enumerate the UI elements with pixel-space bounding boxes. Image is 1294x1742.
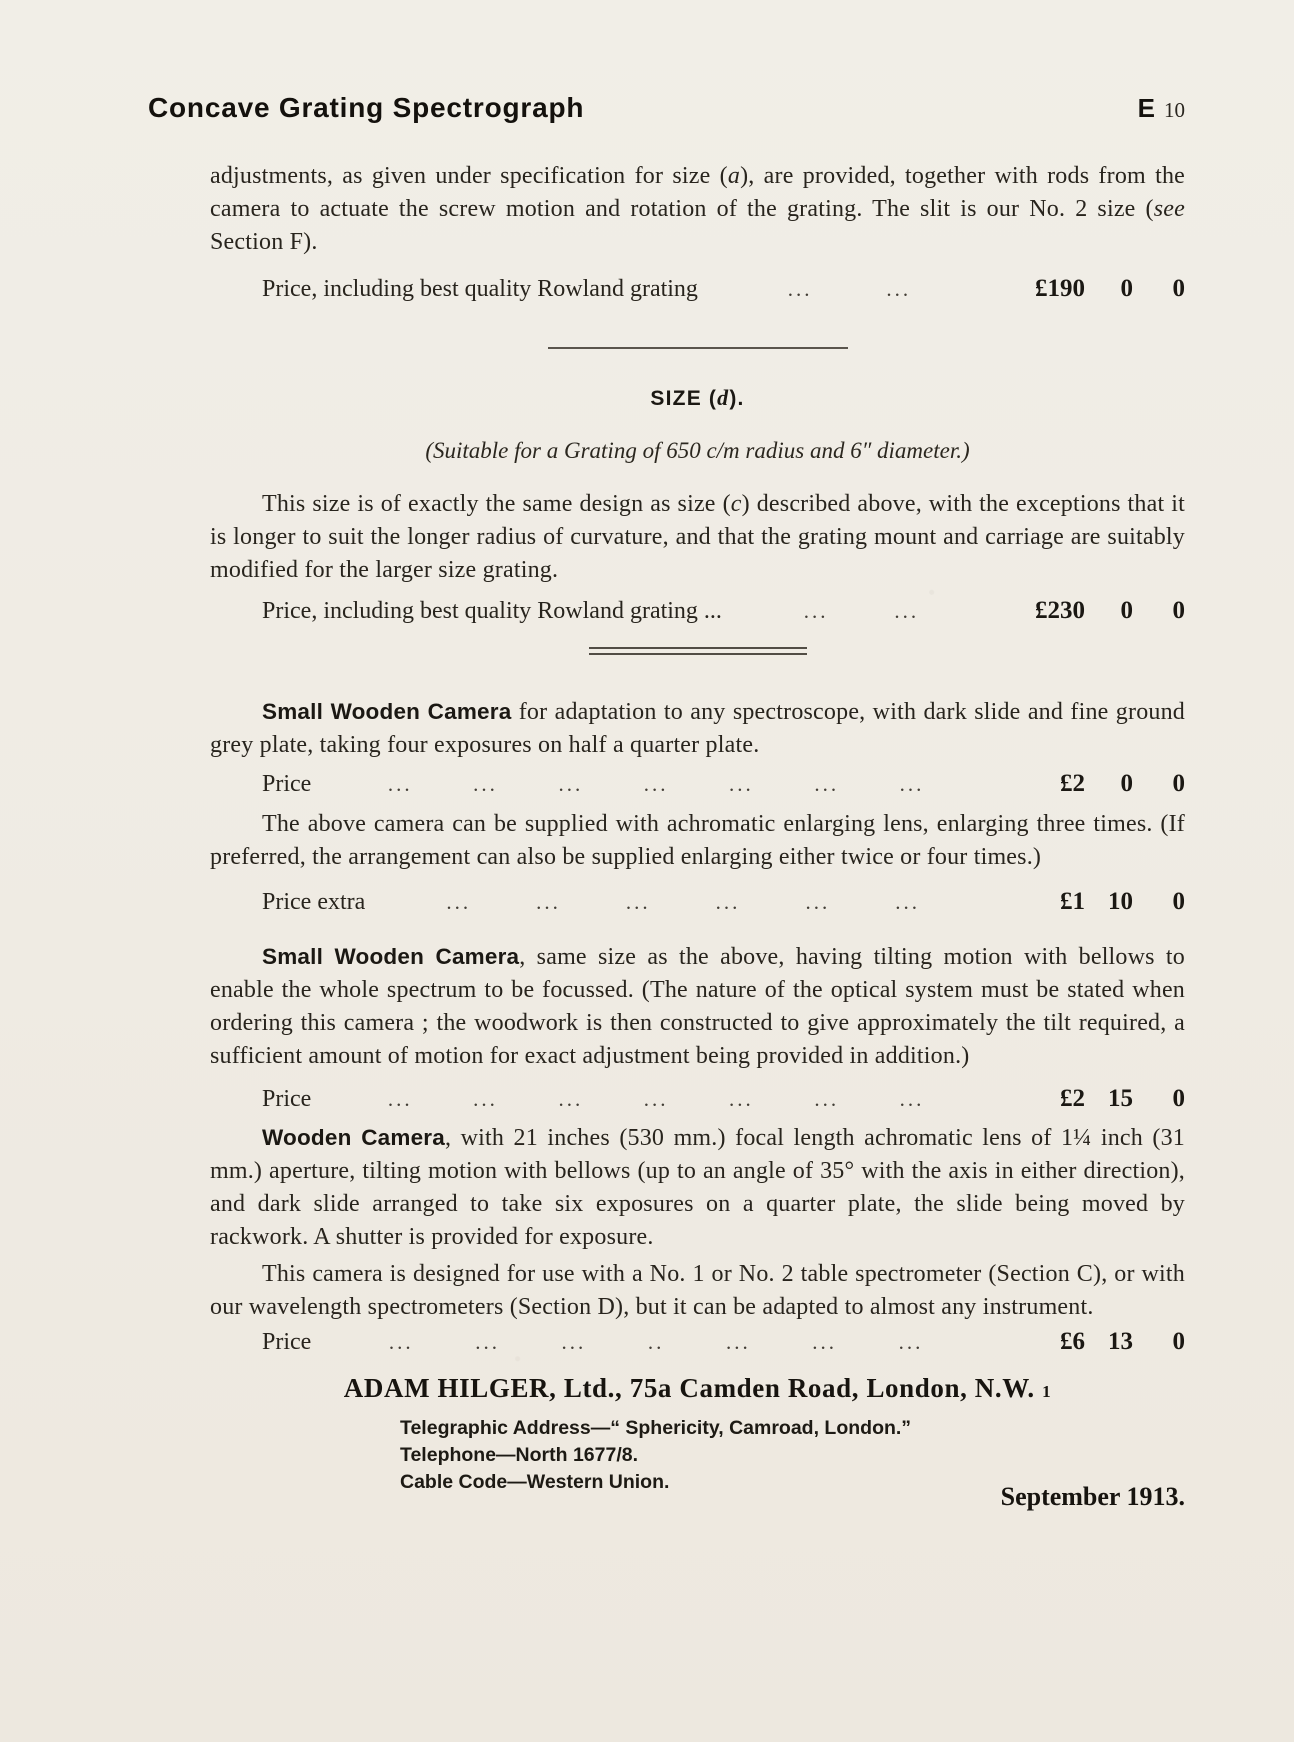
cable-code-line: Cable Code—Western Union.	[400, 1471, 670, 1493]
price-shillings: 0	[1120, 770, 1133, 797]
leader-dots: ...	[473, 1087, 498, 1111]
price-pence: 0	[1172, 1328, 1185, 1355]
price-label: Price	[262, 1329, 312, 1355]
date-line: September 1913.	[1000, 1482, 1185, 1511]
dot-leader	[311, 1087, 1001, 1112]
price-label: Price, including best quality Rowland grating	[262, 276, 698, 302]
price-amount	[1001, 770, 1185, 798]
price-pounds: £2	[1060, 770, 1085, 797]
single-rule-divider	[548, 347, 848, 349]
price-row-wooden-camera	[210, 1328, 1185, 1356]
size-d-heading	[210, 385, 1185, 411]
leader-dots: ...	[387, 772, 413, 796]
size-d-subtitle: (Suitable for a Grating of 650 c/m radius and 6″ diameter.)	[425, 438, 970, 463]
price-row-small-camera	[210, 770, 1185, 798]
intro-text: adjustments, as given under specification for size (	[210, 163, 728, 189]
section-letter: E	[1137, 93, 1155, 123]
company-address-line	[210, 1373, 1185, 1404]
price-pounds: £190	[1035, 275, 1085, 302]
small-camera-tilting-text: , same size as the above, having tilting motion with bellows to enable the whole spectrum to be focussed. (The nature of the optical system must be stated when ordering this camera ; the woodwork is then constructed to give approximately the tilt required, a sufficient amount of motion for exact adjustment being provided in addition.)	[210, 944, 1185, 1069]
intro-italic-see: see	[1153, 196, 1185, 222]
price-row-tilting-camera	[210, 1085, 1185, 1113]
wooden-camera-text: , with 21 inches (530 mm.) focal length achromatic lens of 1¼ inch (31 mm.) aperture, tilting motion with bellows (up to an angle of 35° with the axis in either direction), and dark slide arranged to take six exposures on a quarter plate, the slide being moved by rackwork. A shutter is provided for exposure.	[210, 1125, 1185, 1250]
leader-dots: ...	[725, 1330, 751, 1354]
price-pounds: £6	[1060, 1328, 1085, 1355]
price-pence: 0	[1172, 888, 1185, 915]
price-amount	[1001, 1328, 1185, 1356]
price-label: Price	[262, 771, 312, 797]
leader-dots: ...	[805, 890, 831, 914]
dot-leader	[365, 890, 1001, 915]
leader-dots: ...	[729, 772, 754, 796]
price-row-rowland-size-d	[210, 597, 1185, 625]
leader-dots: ...	[899, 772, 925, 796]
price-row-rowland-size-a	[210, 275, 1185, 303]
size-heading-suffix: ).	[729, 387, 745, 410]
leader-dots: ...	[886, 277, 912, 301]
leader-dots: ...	[388, 1330, 414, 1354]
company-name-address: ADAM HILGER, Ltd., 75a Camden Road, London, N.W.	[343, 1373, 1035, 1403]
price-pounds: £1	[1060, 888, 1085, 915]
postal-district: 1	[1042, 1382, 1052, 1401]
leader-dots: ...	[715, 890, 741, 914]
dot-leader	[311, 772, 1001, 797]
intro-paragraph	[210, 160, 1185, 259]
leader-dots: ...	[729, 1087, 754, 1111]
wooden-camera-use-paragraph: This camera is designed for use with a No. 1 or No. 2 table spectrometer (Section C), or with our wavelength spectrometers (Section D), but it can be adapted to almost any instrument.	[210, 1261, 1185, 1320]
leader-dots: ...	[899, 1087, 925, 1111]
size-heading-letter: d	[717, 385, 730, 410]
small-camera-paragraph	[210, 695, 1185, 762]
leader-dots: ...	[625, 890, 651, 914]
size-heading-text: SIZE (	[650, 387, 718, 410]
leader-dots: ...	[536, 890, 561, 914]
page-header	[148, 0, 1185, 124]
section-page-number	[1138, 93, 1185, 124]
size-d-italic-c: c	[730, 491, 742, 517]
double-rule-divider	[589, 647, 807, 655]
leader-dots: ...	[803, 599, 829, 623]
leader-dots: ...	[446, 890, 472, 914]
dot-leader	[311, 1330, 1001, 1355]
intro-text-3: Section F).	[210, 229, 318, 255]
price-pence: 0	[1172, 597, 1185, 624]
dot-leader	[722, 599, 1001, 624]
leader-dots: ...	[475, 1330, 500, 1354]
small-camera-tilting-paragraph	[210, 940, 1185, 1073]
price-amount	[1001, 888, 1185, 916]
intro-text-2: ), are provided, together with rods from the camera to actuate the screw motion and rotation of the grating. The slit is our No. 2 size (	[210, 163, 1185, 222]
price-label: Price extra	[262, 889, 366, 915]
leader-dots: ...	[561, 1330, 587, 1354]
leader-dots: ...	[812, 1330, 838, 1354]
leader-dots: ...	[643, 772, 669, 796]
text-column	[210, 160, 1185, 1512]
wooden-camera-lead: Wooden Camera	[262, 1125, 445, 1150]
price-shillings: 10	[1108, 888, 1133, 915]
price-shillings: 15	[1108, 1085, 1133, 1112]
leader-dots: ...	[787, 277, 813, 301]
telegraphic-address-line: Telegraphic Address—“ Sphericity, Camroad, London.”	[400, 1417, 912, 1439]
leader-dots: ...	[895, 890, 920, 914]
leader-dots: ...	[473, 772, 498, 796]
size-d-text: This size is of exactly the same design as size (	[262, 491, 731, 517]
leader-dots: ...	[898, 1330, 924, 1354]
price-shillings: 13	[1108, 1328, 1133, 1355]
size-d-text-2: ) described above, with the exceptions that it is longer to suit the longer radius of curvature, and that the grating mount and carriage are suitably modified for the larger size grating.	[210, 491, 1185, 583]
price-pounds: £2	[1060, 1085, 1085, 1112]
price-shillings: 0	[1120, 597, 1133, 624]
enlarging-lens-paragraph: The above camera can be supplied with achromatic enlarging lens, enlarging three times. (If preferred, the arrangement can also be supplied enlarging either twice or four times.)	[210, 811, 1185, 870]
price-pounds: £230	[1035, 597, 1085, 624]
dot-leader	[698, 277, 1001, 302]
small-camera-text: for adaptation to any spectroscope, with dark slide and fine ground grey plate, taking four exposures on half a quarter plate.	[210, 699, 1185, 758]
leader-dots: ...	[814, 772, 840, 796]
telephone-line: Telephone—North 1677/8.	[400, 1444, 639, 1466]
leader-dots: ...	[387, 1087, 413, 1111]
price-pence: 0	[1172, 770, 1185, 797]
page-title: Concave Grating Spectrograph	[148, 92, 585, 123]
price-row-enlarging-extra	[210, 888, 1185, 916]
price-pence: 0	[1172, 275, 1185, 302]
leader-dots: ...	[558, 1087, 584, 1111]
leader-dots: ...	[814, 1087, 840, 1111]
small-camera-tilting-lead: Small Wooden Camera	[262, 944, 520, 969]
small-camera-lead: Small Wooden Camera	[262, 699, 512, 724]
price-label: Price, including best quality Rowland grating ...	[262, 598, 722, 624]
price-label: Price	[262, 1086, 312, 1112]
price-shillings: 0	[1120, 275, 1133, 302]
leader-dots: ...	[894, 599, 920, 623]
price-amount	[1001, 597, 1185, 625]
wooden-camera-paragraph	[210, 1121, 1185, 1254]
size-d-paragraph	[210, 488, 1185, 587]
price-pence: 0	[1172, 1085, 1185, 1112]
price-amount	[1001, 1085, 1185, 1113]
leader-dots: ..	[647, 1330, 665, 1354]
price-amount	[1001, 275, 1185, 303]
intro-italic-a: a	[727, 163, 741, 189]
leader-dots: ...	[643, 1087, 669, 1111]
page-number: 10	[1164, 98, 1185, 122]
leader-dots: ...	[558, 772, 584, 796]
